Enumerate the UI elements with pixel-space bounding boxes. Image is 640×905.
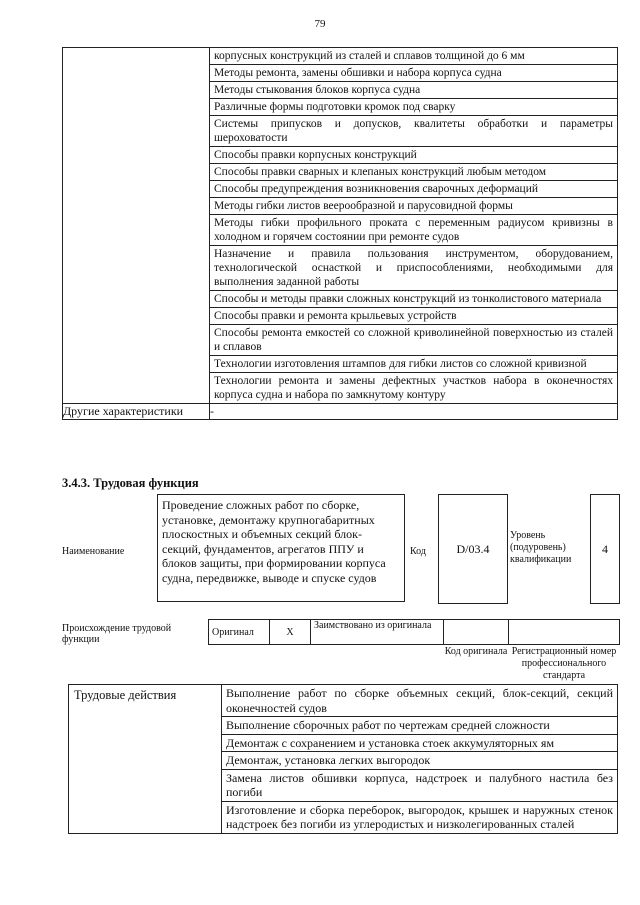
knowledge-item: Методы ремонта, замены обшивки и набора корпуса судна [210,65,617,82]
knowledge-item: Методы гибки листов веерообразной и парусовидной формы [210,198,617,215]
level-label: Уровень (подуровень) квалификации [510,530,572,565]
knowledge-item: Способы предупреждения возникновения сварочных деформаций [210,181,617,198]
original-label: Оригинал [209,620,270,645]
other-characteristics-label: Другие характеристики [63,404,210,420]
original-mark: X [270,620,311,645]
section-title: 3.4.3. Трудовая функция [62,476,199,490]
action-item: Выполнение сборочных работ по чертежам средней сложности [222,717,617,735]
knowledge-item: Технологии ремонта и замены дефектных участков набора в оконечностях корпуса судна и набора по замкнутому контуру [214,375,613,401]
action-item: Демонтаж с сохранением и установка стоек аккумуляторных ям [222,735,617,753]
registration-number-cell [509,620,620,645]
qualification-level: 4 [590,494,620,604]
other-characteristics-value: - [210,404,618,420]
action-item: Демонтаж, установка легких выгородок [222,752,617,770]
knowledge-item: Назначение и правила пользования инструментом, оборудованием, технологической оснасткой и приспособлениями, необходимыми для выполнения заданной работы [210,246,617,291]
origin-table [208,619,620,645]
knowledge-item: корпусных конструкций из сталей и сплавов толщиной до 6 мм [210,48,617,65]
knowledge-item: Методы гибки профильного проката с переменным радиусом кривизны в холодном и горячем состоянии при ремонте судов [210,215,617,246]
knowledge-item: Технологии изготовления штампов для гибки листов со сложной кривизной [210,356,617,373]
function-name: Проведение сложных работ по сборке, установке, демонтажу крупногабаритных плоскостных и объемных секций блок-секций, фундаментов, агрегатов ППУ и блоков защиты, при формировании корпуса судна, передвижке, выводе и спуске судов [157,494,405,602]
knowledge-item: Методы стыкования блоков корпуса судна [210,82,617,99]
actions-label: Трудовые действия [69,685,222,834]
function-code: D/03.4 [438,494,508,604]
knowledge-table [62,47,618,420]
knowledge-item: Способы ремонта емкостей со сложной криволинейной поверхностью из сталей и сплавов [210,325,617,356]
code-label: Код [410,546,426,557]
original-code-caption: Код оригинала [444,646,508,657]
knowledge-item: Различные формы подготовки кромок под сварку [210,99,617,116]
knowledge-label-cell [63,48,210,404]
actions-table [68,684,618,834]
action-item: Замена листов обшивки корпуса, надстроек и палубного настила без погиби [222,770,617,802]
registration-number-caption: Регистрационный номер профессионального стандарта [511,646,617,681]
original-code-cell [444,620,509,645]
knowledge-item: Способы правки сварных и клепаных конструкций любым методом [210,164,617,181]
origin-label: Происхождение трудовой функции [62,623,172,645]
name-label: Наименование [62,546,125,557]
action-item: Изготовление и сборка переборок, выгородок, крышек и наружных стенок надстроек без погиби из углеродистых и низколегированных сталей [226,802,613,831]
action-item: Выполнение работ по сборке объемных секций, блок-секций, секций оконечностей судов [222,685,617,717]
knowledge-item: Способы правки и ремонта крыльевых устройств [210,308,617,325]
knowledge-items-cell [210,48,618,404]
knowledge-item: Способы и методы правки сложных конструкций из тонколистового материала [210,291,617,308]
borrowed-label: Заимствовано из оригинала [311,620,444,645]
page-number: 79 [314,18,326,30]
knowledge-item: Системы припусков и допусков, квалитеты обработки и параметры шероховатости [210,116,617,147]
actions-items-cell [222,685,618,834]
knowledge-item: Способы правки корпусных конструкций [210,147,617,164]
